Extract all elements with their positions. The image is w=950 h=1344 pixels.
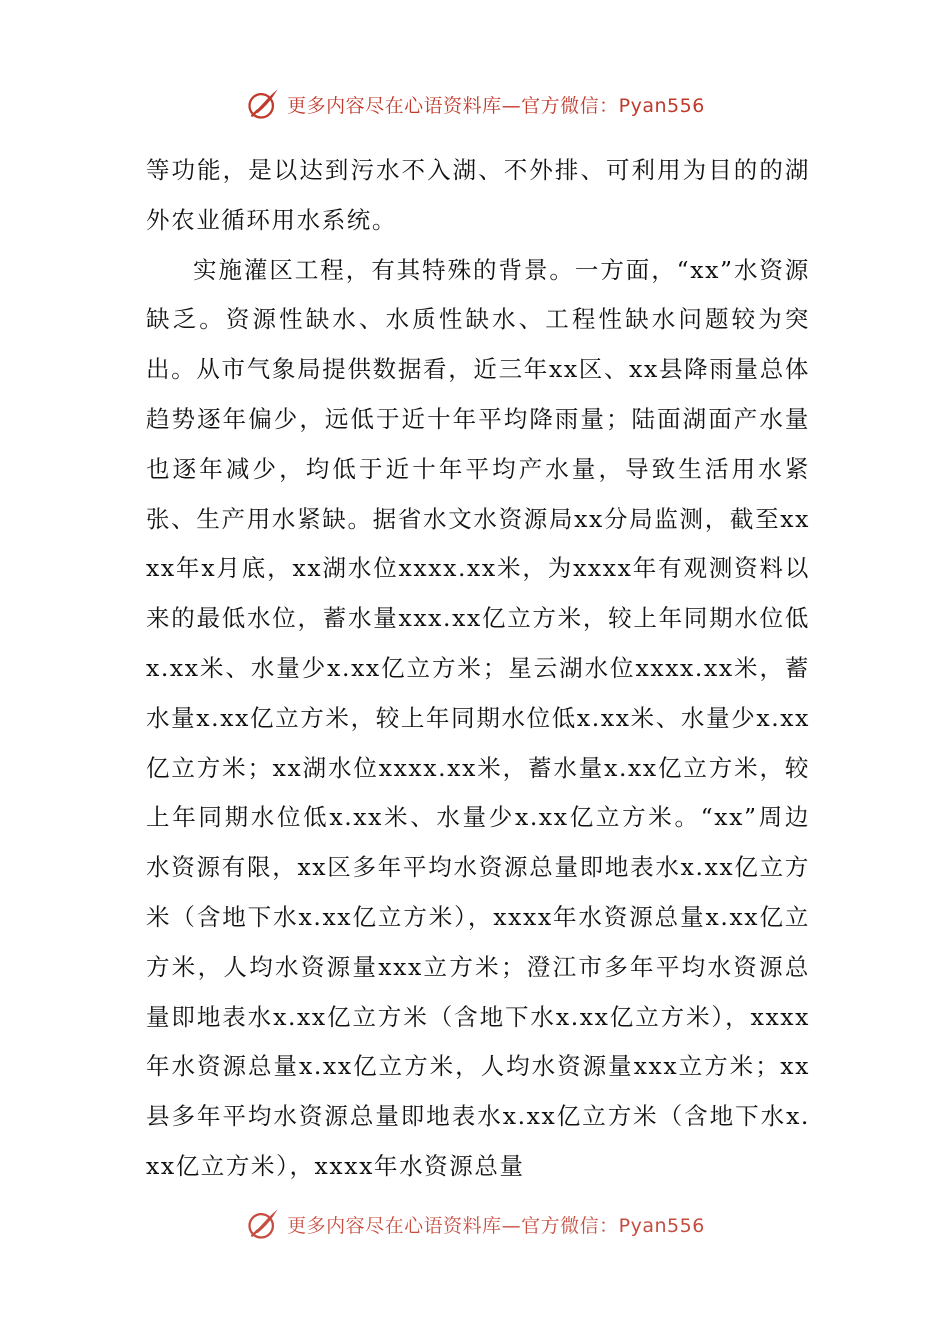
watermark-text: 更多内容尽在心语资料库—官方微信：Pyan556 xyxy=(287,94,705,117)
paragraph: 实施灌区工程，有其特殊的背景。一方面，“xx”水资源缺乏。资源性缺水、水质性缺水、工程性缺水问题较为突出。从市气象局提供数据看，近三年xx区、xx县降雨量总体趋势逐年偏少，远低于近十年平均降雨量；陆面湖面产水量也逐年减少，均低于近十年平均产水量，导致生活用水紧张、生产用水紧缺。据省水文水资源局xx分局监测，截至xxxx年x月底，xx湖水位xxxx.xx米，为xxxx年有观测资料以来的最低水位，蓄水量xxx.xx亿立方米，较上年同期水位低x.xx米、水量少x.xx亿立方米；星云湖水位xxxx.xx米，蓄水量x.xx亿立方米，较上年同期水位低x.xx米、水量少x.xx亿立方米；xx湖水位xxxx.xx米，蓄水量x.xx亿立方米，较上年同期水位低x.xx米、水量少x.xx亿立方米。“xx”周边水资源有限，xx区多年平均水资源总量即地表水x.xx亿立方米（含地下水x.xx亿立方米），xxxx年水资源总量x.xx亿立方米，人均水资源量xxx立方米；澄江市多年平均水资源总量即地表水x.xx亿立方米（含地下水x.xx亿立方米），xxxx年水资源总量x.xx亿立方米，人均水资源量xxx立方米；xx县多年平均水资源总量即地表水x.xx亿立方米（含地下水x.xx亿立方米），xxxx年水资源总量 xyxy=(146,255,810,1180)
quill-pen-icon xyxy=(245,1206,281,1242)
document-body xyxy=(146,146,810,1192)
watermark-text: 更多内容尽在心语资料库—官方微信：Pyan556 xyxy=(287,1214,705,1237)
quill-pen-icon xyxy=(245,86,281,122)
footer-watermark xyxy=(0,1206,950,1242)
header-watermark xyxy=(0,86,950,122)
paragraph: 等功能，是以达到污水不入湖、不外排、可利用为目的的湖外农业循环用水系统。 xyxy=(146,156,810,234)
